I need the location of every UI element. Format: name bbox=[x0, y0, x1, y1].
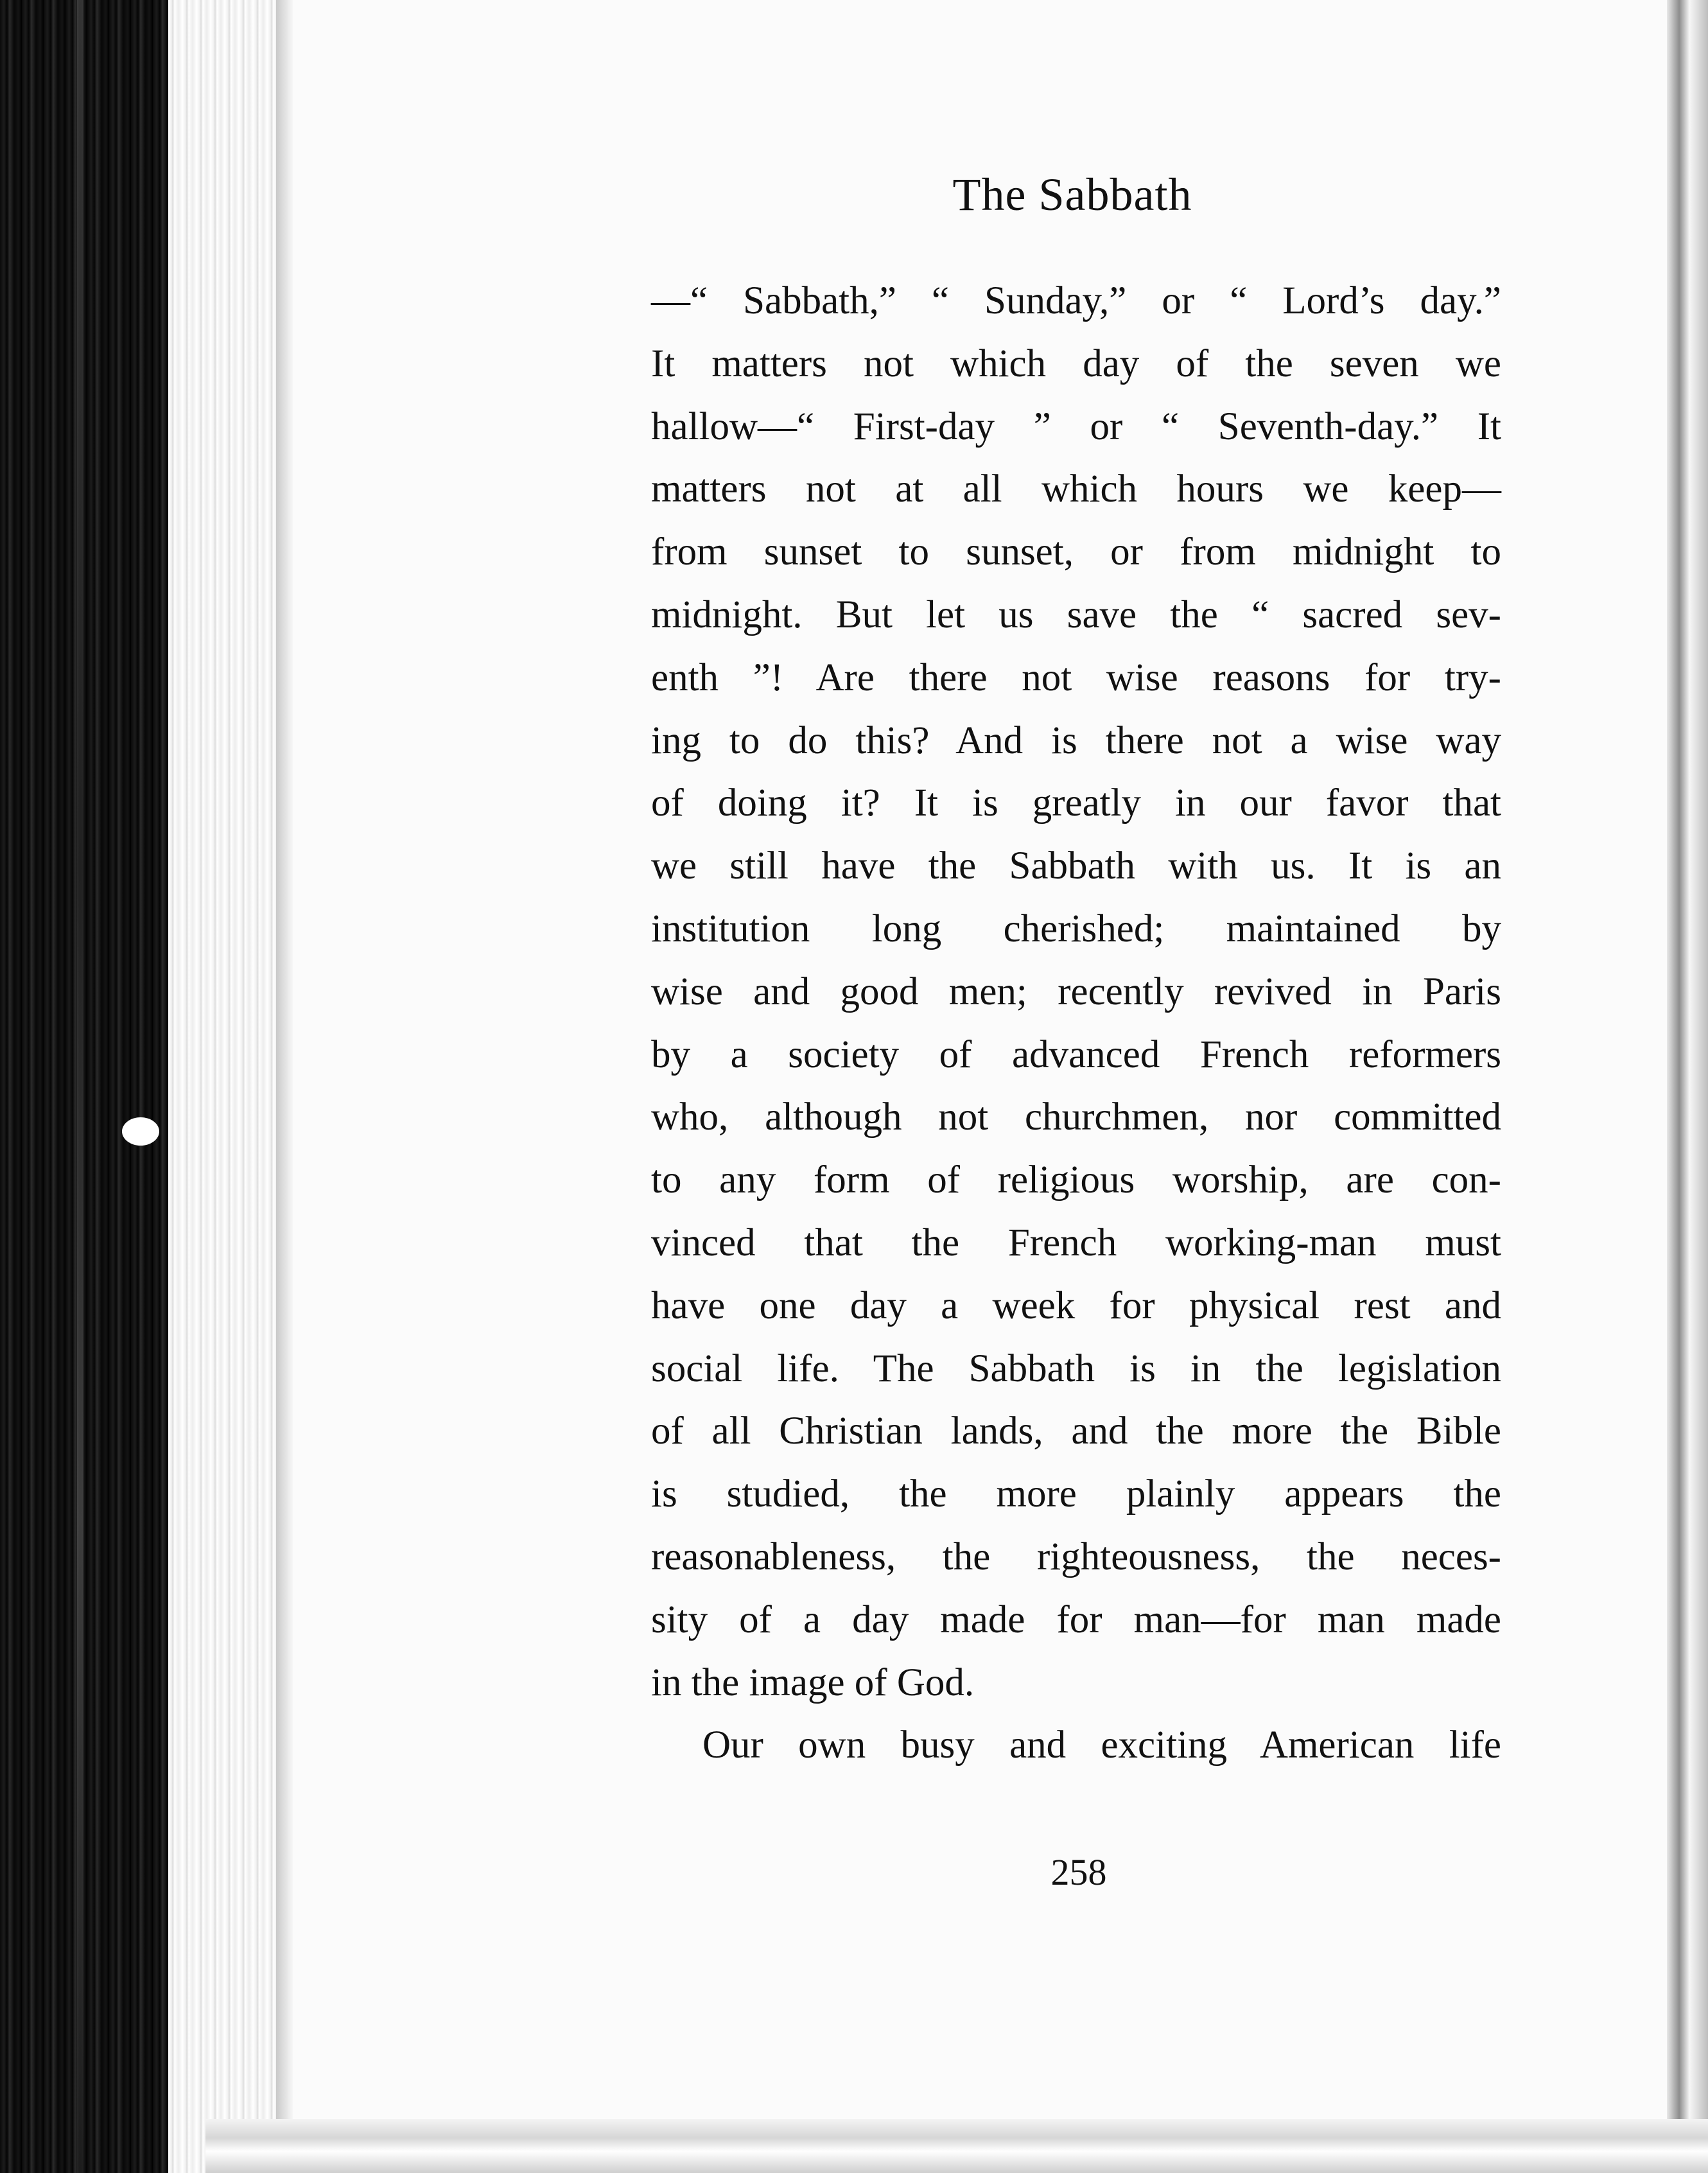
text-line: who, although not churchmen, nor committed bbox=[651, 1095, 1501, 1139]
text-line: —“ Sabbath,” “ Sunday,” or “ Lord’s day.” bbox=[651, 279, 1501, 322]
text-line: social life. The Sabbath is in the legislation bbox=[651, 1347, 1501, 1390]
text-line: ing to do this? And is there not a wise way bbox=[651, 719, 1501, 762]
text-line: to any form of religious worship, are con- bbox=[651, 1158, 1501, 1202]
text-line: of all Christian lands, and the more the Bible bbox=[651, 1409, 1501, 1453]
text-line: hallow—“ First-day ” or “ Seventh-day.” It bbox=[651, 405, 1501, 448]
scan-smudge bbox=[122, 1117, 159, 1146]
text-line: midnight. But let us save the “ sacred sev- bbox=[651, 593, 1501, 636]
text-line: institution long cherished; maintained by bbox=[651, 907, 1501, 950]
text-line: by a society of advanced French reformers bbox=[651, 1033, 1501, 1076]
right-page-edge bbox=[1667, 0, 1708, 2173]
spine-highlight bbox=[77, 0, 83, 2173]
page-number: 258 bbox=[1050, 1851, 1107, 1893]
text-line: from sunset to sunset, or from midnight to bbox=[651, 530, 1501, 574]
text-line: wise and good men; recently revived in Paris bbox=[651, 970, 1501, 1013]
running-head: The Sabbath bbox=[952, 169, 1192, 220]
text-line: is studied, the more plainly appears the bbox=[651, 1472, 1501, 1516]
text-line: have one day a week for physical rest and bbox=[651, 1284, 1501, 1327]
text-line: we still have the Sabbath with us. It is an bbox=[651, 844, 1501, 888]
text-line: matters not at all which hours we keep— bbox=[651, 467, 1501, 511]
text-line: of doing it? It is greatly in our favor that bbox=[651, 781, 1501, 825]
body-text bbox=[651, 270, 1501, 1777]
text-line: in the image of God. bbox=[651, 1661, 975, 1704]
text-line: It matters not which day of the seven we bbox=[651, 342, 1501, 385]
text-line-paragraph-start: Our own busy and exciting American life bbox=[702, 1724, 1501, 1767]
text-line: vinced that the French working-man must bbox=[651, 1221, 1501, 1264]
book-spine bbox=[0, 0, 168, 2173]
page-edges bbox=[168, 0, 290, 2173]
bottom-page-edge bbox=[205, 2119, 1708, 2173]
text-line: sity of a day made for man—for man made bbox=[651, 1598, 1501, 1641]
text-line: reasonableness, the righteousness, the neces- bbox=[651, 1535, 1501, 1578]
page-gutter-shadow bbox=[276, 0, 293, 2173]
text-line: enth ”! Are there not wise reasons for try- bbox=[651, 656, 1501, 699]
